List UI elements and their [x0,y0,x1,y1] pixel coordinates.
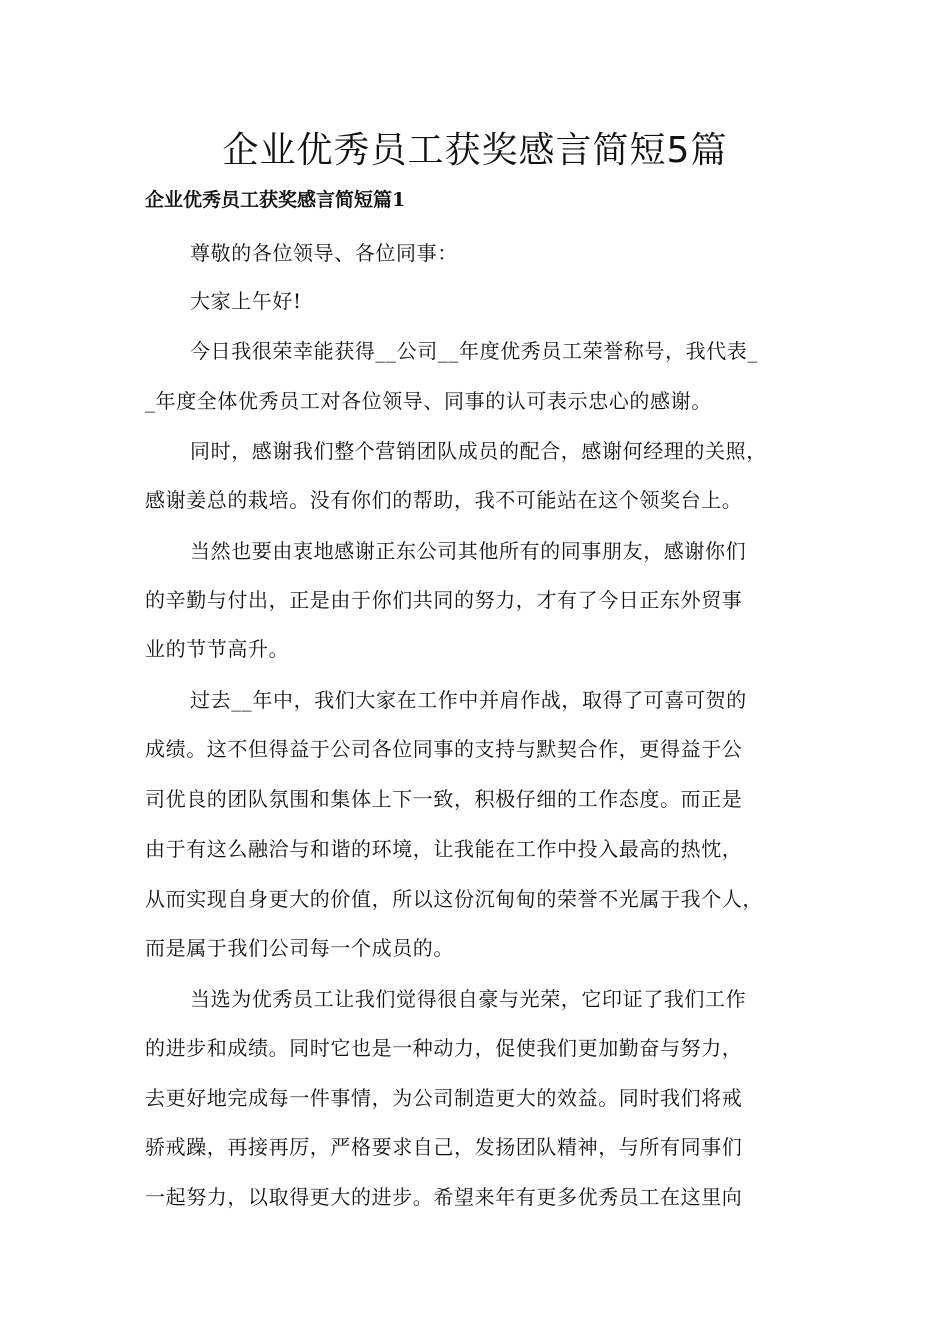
paragraph-line: 感谢姜总的栽培。没有你们的帮助，我不可能站在这个领奖台上。 [145,488,743,512]
greeting-line: 大家上午好! [190,289,302,313]
paragraph-line: 过去__年中，我们大家在工作中并肩作战，取得了可喜可贺的 [190,688,747,712]
section-heading: 企业优秀员工获奖感言简短篇1 [145,189,406,211]
paragraph-line: 司优良的团队氛围和集体上下一致，积极仔细的工作态度。而正是 [145,787,743,811]
paragraph-line: 当然也要由衷地感谢正东公司其他所有的同事朋友，感谢你们 [190,539,747,563]
paragraph-line: 同时，感谢我们整个营销团队成员的配合，感谢何经理的关照， [190,439,767,463]
paragraph-line: 的辛勤与付出，正是由于你们共同的努力，才有了今日正东外贸事 [145,588,743,612]
paragraph-line: 从而实现自身更大的价值，所以这份沉甸甸的荣誉不光属于我个人， [145,887,763,911]
paragraph-line: 当选为优秀员工让我们觉得很自豪与光荣，它印证了我们工作 [190,987,747,1011]
paragraph-line: 骄戒躁，再接再厉，严格要求自己，发扬团队精神，与所有同事们 [145,1135,743,1159]
paragraph-line: 而是属于我们公司每一个成员的。 [145,936,454,960]
paragraph-line: 一起努力，以取得更大的进步。希望来年有更多优秀员工在这里向 [145,1185,743,1209]
paragraph-line: 成绩。这不但得益于公司各位同事的支持与默契合作，更得益于公 [145,737,743,761]
paragraph-line: 业的节节高升。 [145,637,290,661]
document-title: 企业优秀员工获奖感言简短5篇 [222,130,728,171]
paragraph-line: 去更好地完成每一件事情，为公司制造更大的效益。同时我们将戒 [145,1086,743,1110]
paragraph-line: 由于有这么融洽与和谐的环境，让我能在工作中投入最高的热忱， [145,837,743,861]
paragraph-line: 的进步和成绩。同时它也是一种动力，促使我们更加勤奋与努力， [145,1036,743,1060]
paragraph-line: 今日我很荣幸能获得__公司__年度优秀员工荣誉称号，我代表_ [190,339,758,363]
salutation-line: 尊敬的各位领导、各位同事： [190,241,458,265]
paragraph-line: _年度全体优秀员工对各位领导、同事的认可表示忠心的感谢。 [145,389,712,413]
